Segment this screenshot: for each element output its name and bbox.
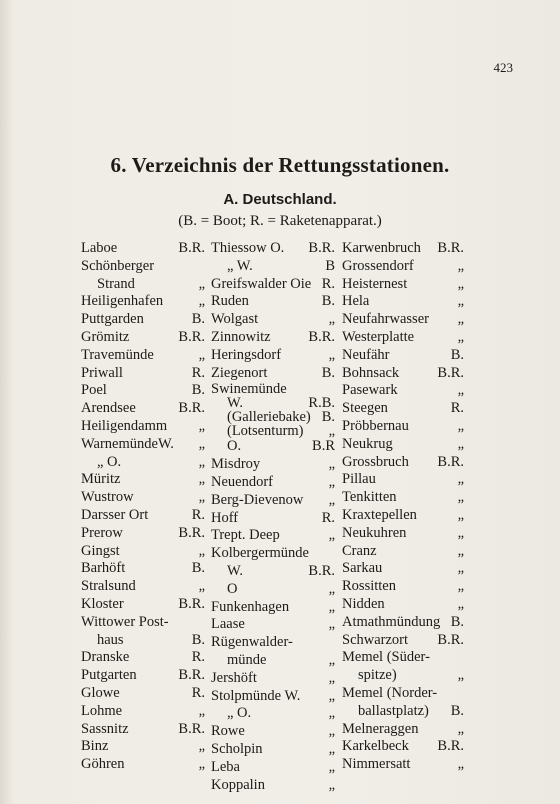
- station-row: [211, 723, 335, 741]
- station-row: [211, 759, 335, 777]
- station-row: [342, 756, 464, 774]
- station-row: [342, 400, 464, 418]
- station-equipment-code: B.R.: [178, 720, 205, 737]
- station-equipment-code: „: [457, 595, 464, 612]
- station-name: „ O.: [97, 453, 122, 470]
- station-row: [342, 525, 464, 543]
- station-equipment-code: „: [457, 542, 464, 559]
- station-equipment-code: „: [328, 346, 335, 363]
- station-name: Jershöft: [211, 669, 257, 686]
- station-row: [81, 382, 205, 400]
- station-equipment-code: B.R.: [308, 240, 335, 256]
- station-row: [211, 396, 335, 410]
- station-row: [81, 667, 205, 685]
- station-equipment-code: B.: [450, 613, 464, 630]
- station-name: Stolpmünde W.: [211, 687, 301, 704]
- station-name: WarnemündeW.: [81, 435, 174, 452]
- station-row: [342, 418, 464, 436]
- station-name: Scholpin: [211, 740, 263, 757]
- station-name: Heiligenhafen: [81, 293, 164, 310]
- station-row: [81, 293, 205, 311]
- station-row: [81, 543, 205, 561]
- station-name: Pillau: [342, 471, 376, 488]
- station-name: Memel (Norder-: [342, 684, 438, 701]
- station-name: Neukrug: [342, 435, 393, 452]
- station-equipment-code: B: [325, 257, 335, 274]
- station-equipment-code: B.R.: [178, 400, 205, 417]
- station-row: [342, 560, 464, 578]
- station-name: Hela: [342, 293, 370, 310]
- station-equipment-code: „: [457, 756, 464, 773]
- station-name: „ W.: [227, 257, 253, 274]
- station-row: [342, 436, 464, 454]
- station-row: [342, 276, 464, 294]
- station-row: [81, 560, 205, 578]
- station-row: [211, 474, 335, 492]
- station-equipment-code: B.: [191, 382, 205, 399]
- station-equipment-code: B.: [191, 311, 205, 328]
- station-name: Neufähr: [342, 346, 390, 363]
- station-row: [342, 507, 464, 525]
- station-row: [211, 276, 335, 294]
- station-equipment-code: B.R.: [178, 240, 205, 256]
- station-equipment-code: B.: [321, 364, 335, 381]
- station-name: Leba: [211, 758, 240, 775]
- station-name: Glowe: [81, 684, 120, 701]
- station-name: Cranz: [342, 542, 377, 559]
- station-name: Karkelbeck: [342, 738, 409, 755]
- station-name: Lohme: [81, 702, 123, 719]
- station-name: Tenkitten: [342, 489, 397, 506]
- station-name: Rossitten: [342, 578, 396, 595]
- station-equipment-code: „: [198, 738, 205, 755]
- station-name: Kolbergermünde: [211, 545, 309, 562]
- station-equipment-code: „: [328, 580, 335, 597]
- station-equipment-code: „: [457, 257, 464, 274]
- station-name: Sarkau: [342, 560, 383, 577]
- station-equipment-code: „: [457, 578, 464, 595]
- station-equipment-code: „: [457, 293, 464, 310]
- station-equipment-code: B.: [321, 293, 335, 310]
- station-equipment-code: „: [328, 423, 335, 440]
- station-row: [342, 454, 464, 472]
- station-equipment-code: B.R.: [437, 453, 464, 470]
- station-row: [211, 492, 335, 510]
- station-equipment-code: B.: [450, 702, 464, 719]
- station-name: Poel: [81, 382, 107, 399]
- station-name: Strand: [97, 275, 135, 292]
- station-name: Zinnowitz: [211, 328, 271, 345]
- station-row: [342, 632, 464, 650]
- station-equipment-code: „: [198, 417, 205, 434]
- station-equipment-code: R.: [191, 649, 205, 666]
- station-equipment-code: R.B.: [308, 395, 335, 412]
- station-equipment-code: R.: [191, 506, 205, 523]
- station-row: [81, 738, 205, 756]
- station-name: Pröbbernau: [342, 417, 409, 434]
- station-name: Ziegenort: [211, 364, 268, 381]
- station-name: Swinemünde: [211, 381, 287, 398]
- station-name: Kloster: [81, 595, 124, 612]
- station-equipment-code: „: [198, 435, 205, 452]
- station-row: [81, 614, 205, 632]
- station-row: [81, 418, 205, 436]
- station-name: Heringsdorf: [211, 346, 282, 363]
- station-name: Westerplatte: [342, 328, 415, 345]
- station-name: Rowe: [211, 723, 245, 740]
- station-equipment-code: „: [457, 524, 464, 541]
- station-equipment-code: „: [457, 417, 464, 434]
- station-row: [81, 240, 205, 258]
- station-name: Neufahrwasser: [342, 311, 429, 328]
- station-row: [342, 721, 464, 739]
- station-equipment-code: „: [457, 489, 464, 506]
- station-equipment-code: „: [198, 542, 205, 559]
- station-equipment-code: „: [198, 471, 205, 488]
- station-name: Pasewark: [342, 382, 398, 399]
- station-equipment-code: „: [198, 702, 205, 719]
- station-equipment-code: B.: [191, 560, 205, 577]
- station-row: [211, 438, 335, 456]
- station-name: Stralsund: [81, 578, 136, 595]
- station-row: [211, 599, 335, 617]
- station-name: Heisternest: [342, 275, 408, 292]
- station-row: [342, 738, 464, 756]
- station-row: [211, 705, 335, 723]
- station-row: [211, 563, 335, 581]
- station-column-2: [211, 240, 335, 794]
- station-row: [81, 258, 205, 276]
- station-row: [81, 721, 205, 739]
- station-equipment-code: „: [457, 328, 464, 345]
- station-row: [211, 410, 335, 424]
- station-column-3: [342, 240, 464, 774]
- station-row: [211, 652, 335, 670]
- station-name: O.: [227, 438, 242, 455]
- station-name: O: [227, 580, 238, 597]
- station-name: Funkenhagen: [211, 598, 290, 615]
- station-name: Barhöft: [81, 560, 126, 577]
- station-equipment-code: „: [328, 776, 335, 793]
- station-name: (Lotsenturm): [227, 423, 304, 440]
- station-name: Neukuhren: [342, 524, 407, 541]
- station-name: Wittower Post-: [81, 613, 169, 630]
- station-equipment-code: „: [328, 758, 335, 775]
- station-name: Nimmersatt: [342, 756, 411, 773]
- station-equipment-code: „: [328, 669, 335, 686]
- station-name: Gingst: [81, 542, 120, 559]
- station-name: Rügenwalder-: [211, 634, 293, 651]
- station-row: [81, 703, 205, 721]
- station-name: Wolgast: [211, 311, 259, 328]
- station-row: [81, 489, 205, 507]
- station-row: [342, 649, 464, 667]
- station-equipment-code: „: [328, 598, 335, 615]
- station-name: Grossendorf: [342, 257, 414, 274]
- station-name: Binz: [81, 738, 109, 755]
- station-name: Wustrow: [81, 489, 134, 506]
- station-name: Putgarten: [81, 667, 137, 684]
- station-equipment-code: „: [328, 616, 335, 633]
- station-name: Sassnitz: [81, 720, 129, 737]
- station-row: [211, 311, 335, 329]
- station-name: Trept. Deep: [211, 527, 280, 544]
- station-equipment-code: B.R.: [178, 524, 205, 541]
- station-name: Hoff: [211, 509, 239, 526]
- station-equipment-code: „: [328, 705, 335, 722]
- station-row: [211, 424, 335, 438]
- station-equipment-code: B.R.: [437, 631, 464, 648]
- station-row: [342, 614, 464, 632]
- abbreviation-legend: (B. = Boot; R. = Raketenapparat.): [178, 213, 382, 229]
- station-row: [342, 543, 464, 561]
- station-row: [342, 365, 464, 383]
- station-equipment-code: „: [457, 275, 464, 292]
- station-equipment-code: B.: [321, 409, 335, 426]
- station-equipment-code: R.: [191, 364, 205, 381]
- station-name: Prerow: [81, 524, 123, 541]
- station-row: [211, 616, 335, 634]
- section-title: 6. Verzeichnis der Rettungsstationen.: [110, 153, 450, 177]
- station-name: W.: [227, 562, 243, 579]
- station-equipment-code: „: [198, 346, 205, 363]
- station-name: ballastplatz): [358, 702, 429, 719]
- station-row: [81, 311, 205, 329]
- station-row: [342, 685, 464, 703]
- station-column-1: [81, 240, 205, 774]
- station-name: Priwall: [81, 364, 123, 381]
- station-equipment-code: B.R.: [308, 562, 335, 579]
- station-name: Ruden: [211, 293, 249, 310]
- station-row: [81, 632, 205, 650]
- station-row: [342, 293, 464, 311]
- station-equipment-code: „: [198, 578, 205, 595]
- station-row: [342, 382, 464, 400]
- station-row: [342, 578, 464, 596]
- station-equipment-code: „: [198, 756, 205, 773]
- station-row: [342, 596, 464, 614]
- station-equipment-code: „: [457, 435, 464, 452]
- station-row: [211, 688, 335, 706]
- station-row: [211, 634, 335, 652]
- station-name: Göhren: [81, 756, 125, 773]
- station-equipment-code: B.R.: [437, 738, 464, 755]
- station-name: Arendsee: [81, 400, 136, 417]
- station-row: [81, 454, 205, 472]
- station-name: Schönberger: [81, 257, 155, 274]
- station-name: Memel (Süder-: [342, 649, 430, 666]
- station-equipment-code: R.: [321, 275, 335, 292]
- station-row: [81, 347, 205, 365]
- station-name: Grossbruch: [342, 453, 409, 470]
- station-name: Dranske: [81, 649, 130, 666]
- station-row: [211, 581, 335, 599]
- station-name: haus: [97, 631, 124, 648]
- station-equipment-code: „: [457, 506, 464, 523]
- station-name: Puttgarden: [81, 311, 144, 328]
- station-name: Bohnsack: [342, 364, 400, 381]
- station-equipment-code: B.: [450, 346, 464, 363]
- station-row: [211, 456, 335, 474]
- station-row: [211, 777, 335, 795]
- station-row: [342, 703, 464, 721]
- station-row: [81, 685, 205, 703]
- page-number: 423: [493, 60, 513, 75]
- station-equipment-code: B.: [191, 631, 205, 648]
- station-row: [211, 510, 335, 528]
- station-equipment-code: R.: [191, 684, 205, 701]
- station-name: Müritz: [81, 471, 121, 488]
- station-equipment-code: „: [328, 740, 335, 757]
- station-equipment-code: „: [328, 491, 335, 508]
- station-name: Berg-Dievenow: [211, 491, 304, 508]
- station-equipment-code: „: [328, 527, 335, 544]
- station-equipment-code: „: [328, 687, 335, 704]
- station-equipment-code: „: [198, 293, 205, 310]
- station-row: [81, 471, 205, 489]
- station-row: [342, 329, 464, 347]
- station-row: [211, 670, 335, 688]
- station-row: [211, 240, 335, 258]
- station-equipment-code: „: [328, 723, 335, 740]
- station-equipment-code: B.R.: [437, 364, 464, 381]
- station-row: [81, 365, 205, 383]
- station-row: [81, 578, 205, 596]
- station-equipment-code: „: [457, 382, 464, 399]
- station-equipment-code: „: [328, 456, 335, 473]
- station-name: Laase: [211, 616, 245, 633]
- station-row: [342, 471, 464, 489]
- station-row: [342, 311, 464, 329]
- station-equipment-code: B.R.: [178, 328, 205, 345]
- station-row: [342, 489, 464, 507]
- station-row: [342, 667, 464, 685]
- station-name: Neuendorf: [211, 473, 274, 490]
- station-equipment-code: B.R.: [178, 667, 205, 684]
- station-row: [81, 525, 205, 543]
- station-row: [211, 329, 335, 347]
- station-equipment-code: „: [457, 471, 464, 488]
- section-subtitle: A. Deutschland.: [223, 191, 337, 208]
- station-equipment-code: R.: [321, 509, 335, 526]
- station-equipment-code: „: [457, 667, 464, 684]
- station-name: münde: [227, 651, 267, 668]
- station-row: [211, 365, 335, 383]
- station-name: Atmathmündung: [342, 613, 441, 630]
- station-name: W.: [227, 395, 243, 412]
- station-name: Travemünde: [81, 346, 154, 363]
- station-name: Melneraggen: [342, 720, 419, 737]
- station-equipment-code: B.R.: [308, 328, 335, 345]
- station-row: [211, 741, 335, 759]
- station-equipment-code: B.R.: [178, 595, 205, 612]
- station-name: Grömitz: [81, 328, 130, 345]
- station-name: Thiessow O.: [211, 240, 285, 256]
- station-row: [81, 400, 205, 418]
- station-equipment-code: „: [457, 720, 464, 737]
- station-name: „ O.: [227, 705, 252, 722]
- station-name: Laboe: [81, 240, 118, 256]
- station-row: [81, 276, 205, 294]
- station-row: [342, 258, 464, 276]
- station-equipment-code: „: [198, 275, 205, 292]
- station-row: [342, 347, 464, 365]
- station-row: [81, 436, 205, 454]
- station-equipment-code: „: [328, 651, 335, 668]
- station-name: Karwenbruch: [342, 240, 421, 256]
- station-name: Greifswalder Oie: [211, 275, 312, 292]
- station-name: Schwarzort: [342, 631, 409, 648]
- station-name: Koppalin: [211, 776, 265, 793]
- station-row: [342, 240, 464, 258]
- station-name: Misdroy: [211, 456, 261, 473]
- station-name: spitze): [358, 667, 397, 684]
- station-row: [81, 756, 205, 774]
- station-name: Kraxtepellen: [342, 506, 417, 523]
- station-equipment-code: B.R: [312, 438, 335, 455]
- station-equipment-code: R.: [450, 400, 464, 417]
- station-equipment-code: „: [457, 311, 464, 328]
- station-row: [81, 507, 205, 525]
- station-row: [211, 382, 335, 396]
- station-row: [81, 329, 205, 347]
- station-equipment-code: „: [457, 560, 464, 577]
- station-equipment-code: B.R.: [437, 240, 464, 256]
- station-row: [81, 596, 205, 614]
- station-name: (Galleriebake): [227, 409, 311, 426]
- station-name: Heiligendamm: [81, 417, 168, 434]
- station-row: [211, 545, 335, 563]
- station-equipment-code: „: [328, 311, 335, 328]
- station-name: Steegen: [342, 400, 388, 417]
- station-row: [211, 527, 335, 545]
- station-equipment-code: „: [198, 489, 205, 506]
- station-row: [211, 347, 335, 365]
- station-name: Darsser Ort: [81, 506, 149, 523]
- station-row: [81, 649, 205, 667]
- station-row: [211, 293, 335, 311]
- station-name: Nidden: [342, 595, 385, 612]
- station-row: [211, 258, 335, 276]
- station-equipment-code: „: [328, 473, 335, 490]
- station-equipment-code: „: [198, 453, 205, 470]
